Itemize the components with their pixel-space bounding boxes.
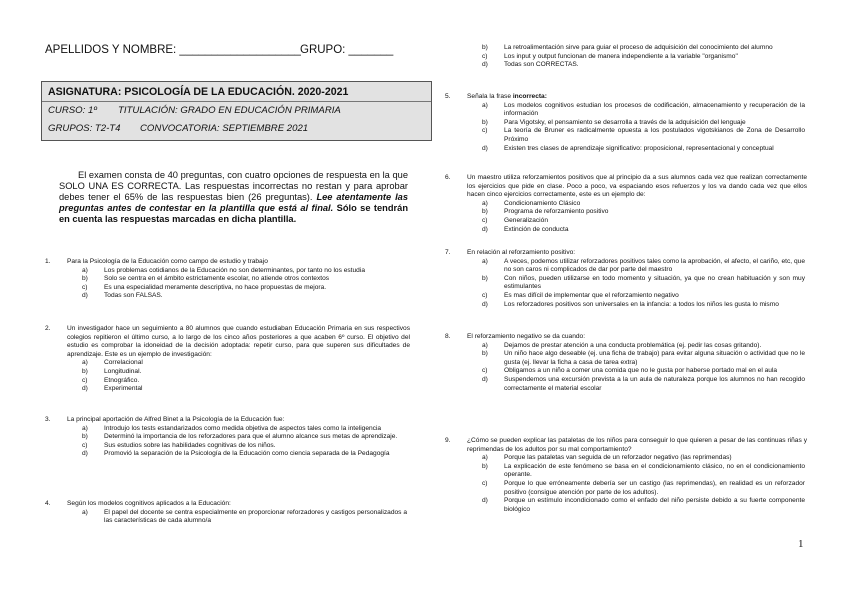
option-text: Los modelos cognitivos estudian los procesos de codificación, almacenamiento y recuperación de la información [504, 101, 805, 118]
answer-option [482, 258, 805, 275]
option-text: Determinó la importancia de los reforzadores para que el alumno alcance sus metas de aprendizaje. [104, 433, 398, 441]
option-text: La teoría de Bruner es radicalmente opuesta a los postulados vigotskianos de Zona de Desarrollo Próximo [504, 127, 805, 143]
answer-option [482, 145, 805, 154]
answer-option [82, 292, 407, 301]
option-text: Experimental [104, 385, 143, 393]
answer-option [482, 200, 805, 209]
option-letter: b) [482, 350, 488, 358]
option-letter: d) [82, 292, 88, 300]
answer-option [482, 454, 805, 463]
option-letter: c) [482, 291, 488, 299]
option-text: Generalización [504, 216, 548, 224]
question-number: 1. [45, 258, 51, 265]
option-letter: b) [482, 208, 488, 216]
question-block [445, 249, 807, 309]
instructions-emphasis: Lee atentamente las preguntas antes de contestar en la plantilla que está al final. [59, 191, 409, 213]
option-text: Para Vigotsky, el pensamiento se desarrolla a través de la adquisición del lenguaje [504, 118, 746, 126]
question-block [445, 437, 807, 514]
question-stem-text: En relación al reforzamiento positivo: [467, 249, 576, 256]
question-stem-emphasis: incorrecta: [512, 93, 547, 100]
question-stem-text: Un maestro utiliza reforzamientos positivos que al principio da a sus alumnos cada vez que realizan correctamente los ejercicios que pide en clase. Poco a poco, va espaciando esos refuerzos y los va dando cada vez que ellos hacen cinco ejercicios correctamente, este es un ejemplo de: [467, 174, 807, 199]
answer-option [82, 433, 407, 442]
instructions-bold: Sólo se tendrán en cuenta las respuestas marcadas en dicha plantilla. [59, 202, 408, 224]
option-text: Existen tres clases de aprendizaje significativo: proposicional, representacional y conceptual [504, 144, 774, 152]
answer-option [482, 301, 805, 310]
titulacion-label: TITULACIÓN: GRADO EN EDUCACIÓN PRIMARIA [118, 105, 341, 116]
option-text: Suspendemos una excursión prevista a la un aula de naturaleza porque los alumnos no han recogido correctamente el material escolar [504, 375, 805, 392]
option-text: Los problemas cotidianos de la Educación no son determinantes, por tanto no los estudia [104, 266, 365, 274]
answer-option [482, 463, 805, 480]
question-stem-text: Según los modelos cognitivos aplicados a la Educación: [67, 500, 231, 507]
question-number: 8. [445, 333, 451, 340]
question-block [445, 174, 807, 234]
option-letter: b) [82, 367, 88, 375]
option-text: Los input y output funcionan de manera independiente a la variable "organismo" [504, 52, 738, 60]
option-letter: a) [82, 508, 88, 516]
name-field-label: APELLIDOS Y NOMBRE: ___________________ [45, 44, 301, 56]
answer-option [482, 497, 805, 514]
option-text: Programa de reforzamiento positivo [504, 208, 609, 216]
option-letter: d) [82, 450, 88, 458]
option-text: Sus estudios sobre las habilidades cognitivas de los niños. [104, 441, 276, 449]
answer-option [482, 275, 805, 292]
page-number: 1 [798, 538, 804, 550]
option-text: Obligamos a un niño a comer una comida que no le gusta por haberse portado mal en el aula [504, 367, 778, 375]
answer-option [482, 53, 805, 62]
option-text: Porque lo que erróneamente debería ser un castigo (las reprimendas), en realidad es un reforzador positivo (consigue atención por parte de los adultos). [504, 479, 805, 496]
answer-option [482, 350, 805, 367]
option-text: Porque las pataletas van seguida de un reforzador negativo (las reprimendas) [504, 454, 732, 462]
question-stem [467, 437, 807, 454]
question-number: 5. [445, 93, 451, 100]
option-text: Un niño hace algo deseable (ej. una ficha de trabajo) para evitar alguna situación o actividad que no le gusta (ej. llevar la ficha a casa de tarea extra) [504, 350, 805, 366]
option-text: Introdujo los tests estandarizados como medida objetiva de aspectos tales como la inteligencia [104, 424, 382, 432]
grupos-label: GRUPOS: T2-T4 [48, 123, 121, 134]
question-stem [467, 174, 807, 200]
answer-option [82, 368, 407, 377]
answer-option [482, 44, 805, 53]
option-text: Etnográfico. [104, 376, 140, 384]
option-text: Extinción de conducta [504, 225, 569, 233]
option-text: El papel del docente se centra especialmente en proporcionar reforzadores y castigos personalizados a las características de cada alumno/a [104, 508, 407, 525]
option-letter: d) [482, 300, 488, 308]
question-block [445, 44, 807, 70]
answer-option [482, 217, 805, 226]
question-block [45, 416, 410, 459]
option-letter: b) [482, 462, 488, 470]
question-stem-text: Señala la frase [467, 93, 511, 100]
subject-header-box [41, 81, 432, 141]
option-text: Todas son CORRECTAS. [504, 61, 579, 69]
answer-option [482, 226, 805, 235]
question-number: 7. [445, 249, 451, 256]
option-letter: d) [482, 497, 488, 505]
option-text: Los reforzadores positivos son universales en la infancia: a todos los niños les gusta lo mismo [504, 300, 779, 308]
option-text: Todas son FALSAS. [104, 292, 163, 300]
answer-option [82, 275, 407, 284]
option-letter: a) [482, 454, 488, 462]
subject-title: ASIGNATURA: PSICOLOGÍA DE LA EDUCACIÓN. 2020-2021 [48, 86, 349, 98]
option-letter: c) [482, 52, 488, 60]
question-number: 6. [445, 174, 451, 181]
question-stem [467, 249, 807, 258]
option-text: Con niños, pueden utilizarse en todo momento y situación, ya que no crean habituación y son muy estimulantes [504, 274, 805, 291]
question-stem [67, 500, 410, 509]
question-block [45, 258, 410, 301]
answer-option [482, 61, 805, 70]
option-letter: d) [482, 375, 488, 383]
question-block [45, 325, 410, 394]
option-letter: c) [82, 283, 88, 291]
answer-option [482, 376, 805, 393]
answer-option [82, 385, 407, 394]
option-letter: c) [82, 376, 88, 384]
option-text: A veces, podemos utilizar reforzadores positivos tales como la aprobación, el afecto, el cariño, etc, que no son caros ni complicados de dar por parte del maestro [504, 257, 805, 274]
answer-option [482, 102, 805, 119]
answer-option [82, 450, 407, 459]
option-letter: d) [482, 144, 488, 152]
option-letter: a) [82, 424, 88, 432]
question-stem [67, 325, 410, 359]
group-field-label: GRUPO: _______ [300, 44, 394, 56]
option-text: Es una especialidad meramente descriptiva, no hace propuestas de mejora. [104, 283, 327, 291]
option-text: Porque un estímulo incondicionado como el enfado del niño persiste debido a su fuerte componente biológico [504, 497, 805, 513]
option-letter: a) [482, 257, 488, 265]
option-text: Promovió la separación de la Psicología de la Educación como ciencia separada de la Pedagogía [104, 450, 390, 458]
question-stem-text: El reforzamiento negativo se da cuando: [467, 333, 586, 340]
answer-option [82, 267, 407, 276]
option-letter: c) [482, 367, 488, 375]
option-letter: a) [82, 359, 88, 367]
question-stem-text: ¿Cómo se pueden explicar las pataletas de los niños para conseguir lo que quieren a pesar de las continuas riñas y reprimendas de los adultos por su mal comportamiento? [467, 437, 807, 453]
answer-option [482, 480, 805, 497]
question-number: 2. [45, 325, 51, 332]
option-letter: b) [82, 275, 88, 283]
option-letter: a) [482, 199, 488, 207]
answer-option [82, 442, 407, 451]
question-block [45, 500, 410, 526]
option-letter: a) [482, 341, 488, 349]
answer-option [482, 119, 805, 128]
option-text: Es mas difícil de implementar que el reforzamiento negativo [504, 291, 679, 299]
option-letter: d) [482, 61, 488, 69]
exam-instructions [59, 170, 408, 225]
instructions-normal: El examen consta de 40 preguntas, con cuatro opciones de respuesta en la que SOLO UNA ES CORRECTA. Las respuestas incorrectas no restan y para aprobar debes tener el 65% de las respuestas bien (26 preguntas). [59, 170, 408, 202]
question-number: 3. [45, 416, 51, 423]
option-text: Dejamos de prestar atención a una conducta problemática (ej. pedir las cosas gritando). [504, 341, 762, 349]
option-letter: d) [82, 385, 88, 393]
question-stem-text: La principal aportación de Alfred Binet a la Psicología de la Educación fue: [67, 416, 285, 423]
question-stem [467, 333, 807, 342]
option-text: La retroalimentación sirve para guiar el proceso de adquisición del conocimiento del alumno [504, 44, 773, 51]
question-stem [467, 93, 807, 102]
answer-option [482, 367, 805, 376]
curso-label: CURSO: 1º [48, 105, 97, 116]
answer-option [82, 509, 407, 526]
question-number: 4. [45, 500, 51, 507]
option-letter: c) [482, 479, 488, 487]
convocatoria-label: CONVOCATORIA: SEPTIEMBRE 2021 [140, 123, 309, 134]
option-letter: b) [482, 274, 488, 282]
option-text: Condicionamiento Clásico [504, 199, 581, 207]
option-text: Correlacional [104, 359, 143, 367]
option-letter: b) [82, 433, 88, 441]
question-stem-text: Para la Psicología de la Educación como campo de estudio y trabajo [67, 258, 268, 265]
option-text: La explicación de este fenómeno se basa en el condicionamiento clásico, no en el condicionamiento operante. [504, 462, 805, 479]
answer-option [482, 127, 805, 144]
question-block [445, 333, 807, 393]
option-letter: a) [82, 266, 88, 274]
option-letter: c) [82, 441, 88, 449]
answer-option [82, 425, 407, 434]
option-letter: c) [482, 127, 488, 135]
answer-option [482, 208, 805, 217]
answer-option [482, 292, 805, 301]
answer-option [82, 359, 407, 368]
question-block [445, 93, 807, 153]
option-letter: b) [482, 118, 488, 126]
answer-option [82, 284, 407, 293]
option-text: Solo se centra en el ámbito estrictamente escolar, no atiende otros contextos [104, 275, 330, 283]
question-stem [67, 416, 410, 425]
answer-option [82, 377, 407, 386]
option-letter: b) [482, 44, 488, 51]
option-letter: d) [482, 225, 488, 233]
option-letter: a) [482, 101, 488, 109]
question-stem-text: Un investigador hace un seguimiento a 80 alumnos que cuando estudiaban Educación Primaria en sus respectivos colegios repitieron el último curso, a lo largo de los cinco años posteriores a que acaben 6º curso. El objetivo del estudio es comprobar la idoneidad de la decisión adoptada: repetir curso, para que superen sus dificultades de aprendizaje. Este es un ejemplo de investigación: [67, 325, 410, 358]
question-number: 9. [445, 437, 451, 444]
answer-option [482, 342, 805, 351]
option-letter: c) [482, 216, 488, 224]
question-stem [67, 258, 410, 267]
option-text: Longitudinal. [104, 367, 142, 375]
